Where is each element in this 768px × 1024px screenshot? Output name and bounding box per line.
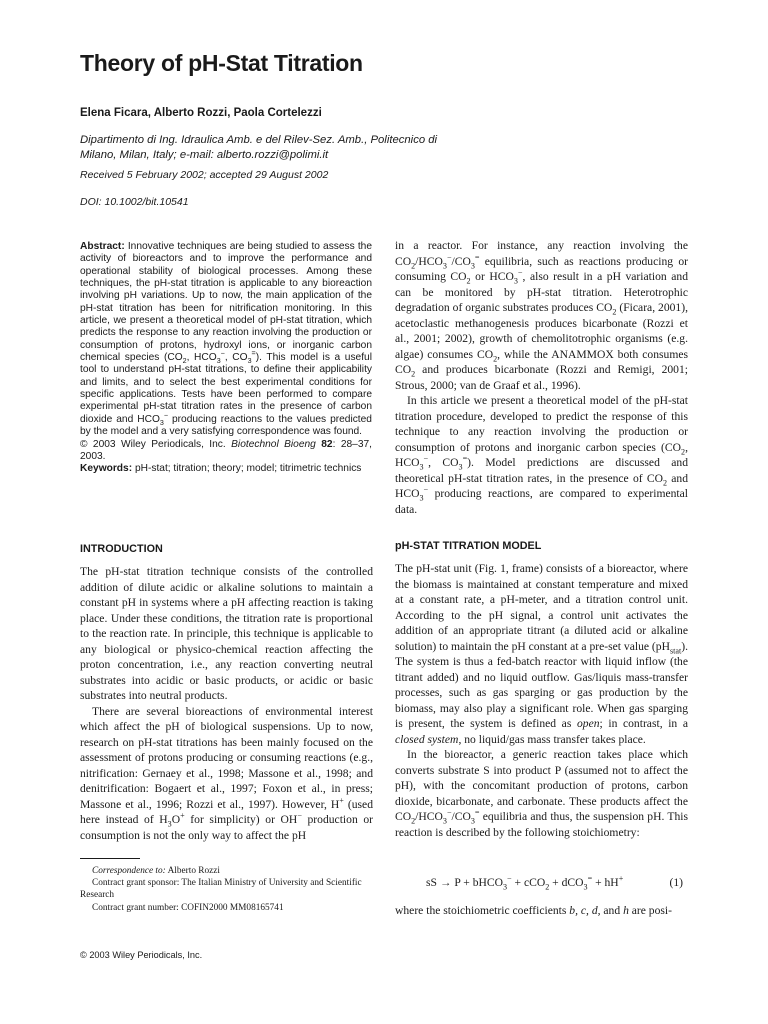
right-paragraph-1: in a reactor. For instance, any reaction involving the $CO_2/HCO_3^-/CO_3^=$ equilibria, such as reactions producing or consuming $CO_2$ or $HCO_3^-$, also result in a pH variation and can be monitored by pH-stat titration. Heterotrophic degradation of organic substrates produces $CO_2$ (Ficara, 2001), acetoclastic methanogenesis produces bicarbonate (Rozzi et al., 2001; 2002), growth of chemolitotrophic organisms (e.g. algae) consumes $CO_2$, while the ANAMMOX both consumes $CO_2$ and produces bicarbonate (Rozzi and Remigi, 2001; Strous, 2000; van de Graaf et al., 1996). [395,239,688,392]
correspondence-note: Correspondence to: Alberto Rozzi [92,866,220,876]
page-copyright: © 2003 Wiley Periodicals, Inc. [80,950,203,960]
journal-name: Biotechnol Bioeng [231,438,316,450]
affiliation [80,133,530,162]
keywords-label: Keywords: [80,463,133,475]
abstract-text-2: ). This model is a useful tool to understand pH-stat titrations, to define their applicability and limits, and to select the best experimental conditions for specific applications. Tests have been performed to compare experimental pH-stat titration rates in the presence of carbon dioxide and HCO [80,352,372,425]
intro-paragraph-1: The pH-stat titration technique consists of the controlled addition of dilute acidic or alkaline solutions to maintain a constant pH in systems where a pH affecting reaction is taking place. Under these conditions, the titration rate is proportional to the reaction rate. In principle, this technique is applicable to any biological or physico-chemical reaction affecting the proton concentration, i.e., any reaction converting neutral substrates into acidic or basic products, or acidic or basic substrates into neutral products. [80,565,373,702]
intro-paragraph-2: There are several bioreactions of environmental interest which affect the pH of biological suspensions. Up to now, research on pH-stat titrations has been mainly focused on the assessment of protons producing or consuming reactions (e.g., nitrification: Gernaey et al., 1998; Massone et al., 1998; and denitrification: Bogaert et al., 1997; Foxon et al., in press; Massone et al., 1996; Rozzi et al., 1997). However, H+ (used here instead of $H_3O^+$ for simplicity) or OH− production or consumption is not the only way to affect the pH [80,704,374,842]
model-paragraph-1: The pH-stat unit (Fig. 1, frame) consists of a bioreactor, where the biomass is maintained at constant temperature and mixed at a constant rate, a pH-meter, and a titration control unit. According to the pH signal, a control unit activates the addition of an appropriate titrant (a diluted acid or alkaline solution) to maintain the pH constant at a pre-set value $(pH_{stat})$. The system is thus a fed-batch reactor with liquid inflow (the titrant added) and no liquid outflow. Gas/liquis mass-transfer processes, such as gas sparging or gas production by the biomass, may also play a significant role. When gas sparging is present, the system is defined as open; in contrast, in a closed system, no liquid/gas mass transfer takes place. [395,562,688,746]
right-column-top [395,238,688,517]
abstract-text-3: producing reactions to the values predicted by the model and a very satisfying correspondence was found. [80,413,372,438]
equation-number: (1) [669,876,683,889]
equation-expression: sS → P + bHCO$_3$− + cCO$_2$ + dCO$_3$= + hH+ [426,874,624,892]
keywords: pH-stat; titration; theory; model; titrimetric technics [134,463,362,475]
journal-pages: : 28–37, 2003. [80,438,372,462]
received-dates: Received 5 February 2002; accepted 29 August 2002 [80,169,329,181]
abstract-label: Abstract: [80,241,125,252]
model-paragraph-2: In the bioreactor, a generic reaction takes place which converts substrate S into product P (assumed not to affect the pH), with the concomitant production of protons, carbon dioxide, bicarbonate, and carbonate. These products affect the $CO_2/HCO_3^-/CO_3^=$ equilibria and thus, the suspension pH. This reaction is described by the following stoichiometry: [395,748,688,839]
sponsor-note: Contract grant sponsor: The Italian Ministry of University and Scientific Research [80,878,362,901]
paper-title: Theory of pH-Stat Titration [80,50,363,76]
introduction-body [80,564,373,843]
footnotes [80,865,380,914]
affiliation-line-1: Dipartimento di Ing. Idraulica Amb. e del Rilev-Sez. Amb., Politecnico di [80,134,438,146]
abstract: Abstract: Innovative techniques are being studied to assess the activity of bioreactors and to improve the performance and operational stability of biological processes. Among these techniques, the pH-stat titration is applicable to any bioreaction involving pH variations. Up to now, the main application of the pH-stat titration has been for nitrification monitoring. In this article, we present a theoretical model of pH-stat titration, which predicts the response to any reaction involving the production or consumption of protons, hydroxyl ions, or inorganic carbon chemical species ($CO_2$, $HCO_3^-$, $CO_3^=$). This model is a useful tool to understand pH-stat titrations, to define their applicability and limits, and to select the best experimental conditions for specific applications. Tests have been performed to compare experimental pH-stat titration rates in the presence of carbon dioxide and $HCO_3^-$ producing reactions to the values predicted by the model and a very satisfying correspondence was found. © 2003 Wiley Periodicals, Inc. Biotechnol Bioeng 82: 28–37, 2003. Keywords: pH-stat; titration; theory; model; titrimetric technics [80,241,372,475]
author-list: Elena Ficara, Alberto Rozzi, Paola Cortelezzi [80,107,322,119]
journal-volume: 82 [321,438,333,450]
introduction-heading: INTRODUCTION [80,543,163,555]
abstract-text-1: Innovative techniques are being studied to assess the activity of bioreactors and to improve the performance and operational stability of biological processes. Among these techniques, the pH-stat titration is applicable to any bioreaction involving pH variations. Up to now, the main application of the pH-stat titration has been for nitrification monitoring. In this article, we present a theoretical model of pH-stat titration, which predicts the response to any reaction involving the production or consumption of protons, hydroxyl ions, or inorganic carbon chemical species (CO [80,241,372,364]
model-body [395,561,688,840]
model-heading: pH-STAT TITRATION MODEL [395,540,542,552]
grant-note: Contract grant number: COFIN2000 MM08165741 [92,902,284,913]
footnote-divider [80,858,140,859]
model-paragraph-3: where the stoichiometric coefficients b, c, d, and h are posi- [395,904,672,917]
abstract-copyright: © 2003 Wiley Periodicals, Inc. [80,438,226,450]
doi: DOI: 10.1002/bit.10541 [80,196,189,208]
affiliation-line-2: Milano, Milan, Italy; e-mail: alberto.rozzi@polimi.it [80,148,329,161]
model-continuation [395,903,688,919]
right-paragraph-2: In this article we present a theoretical model of the pH-stat titration procedure, developed to predict the response of this technique to any reaction involving the production or consumption of protons and inorganic carbon species ($CO_2$, $HCO_3^-$, $CO_3^=$). Model predictions are discussed and theoretical pH-stat titration rates, in the presence of $CO_2$ and $HCO_3^-$ producing reactions, are compared to experimental data. [395,394,688,516]
